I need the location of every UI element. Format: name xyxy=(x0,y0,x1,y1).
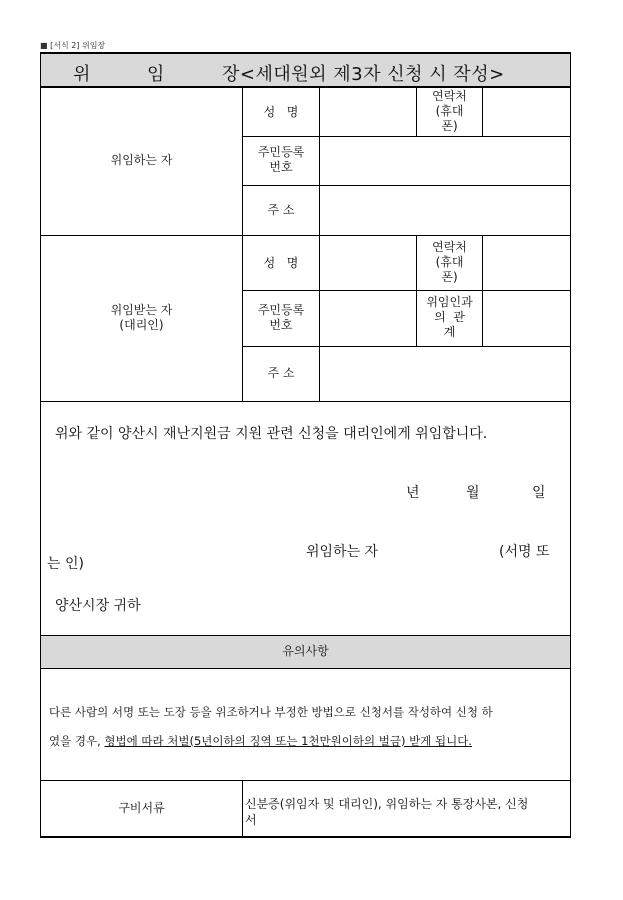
delegation-statement: 위와 같이 양산시 재난지원금 지원 관련 신청을 대리인에게 위임합니다. xyxy=(55,426,488,442)
delegator-name-label: 성 명 xyxy=(263,105,299,119)
column-divider xyxy=(242,780,243,837)
section-divider xyxy=(40,635,571,636)
form-tag: ■ [서식 2] 위임장 xyxy=(40,41,106,50)
notice-line-1: 다른 사람의 서명 또는 도장 등을 위조하거나 부정한 방법으로 신청서를 작성하여 신청 하 xyxy=(49,705,493,719)
documents-label: 구비서류 xyxy=(118,801,165,815)
delegate-relation-field[interactable] xyxy=(483,291,570,346)
delegate-address-field[interactable] xyxy=(320,347,570,401)
delegator-address-field[interactable] xyxy=(320,186,570,235)
notice-line-2-underlined: 형법에 따라 처벌(5년이하의 징역 또는 1천만원이하의 벌금) 받게 됩니다. xyxy=(104,734,472,748)
delegate-section-label-line: 위임받는 자 xyxy=(110,303,173,317)
date-month-label: 월 xyxy=(466,485,480,501)
date-day-label: 일 xyxy=(532,485,546,501)
section-divider xyxy=(40,780,571,781)
delegator-contact-label-line: (휴대 xyxy=(435,104,464,118)
delegate-address-label: 주 소 xyxy=(267,366,295,380)
delegator-name-field[interactable] xyxy=(320,88,416,136)
delegate-relation-label-line: 계 xyxy=(443,325,456,339)
delegator-contact-field[interactable] xyxy=(483,88,570,136)
delegate-relation-label xyxy=(417,295,482,340)
documents-value-line-2: 서 xyxy=(245,813,257,827)
delegator-contact-label-line: 연락처 xyxy=(432,89,467,103)
bottom-border xyxy=(40,836,571,838)
recipient-label: 양산시장 귀하 xyxy=(55,598,141,614)
delegate-contact-label-line: (휴대 xyxy=(435,255,464,269)
delegator-section-label: 위임하는 자 xyxy=(110,153,173,167)
sign-hint-continued: 는 인) xyxy=(47,556,84,572)
delegate-contact-label-line: 폰) xyxy=(441,270,458,284)
delegate-rrn-field[interactable] xyxy=(320,291,416,346)
delegator-rrn-label xyxy=(243,145,319,175)
delegate-rrn-label-line: 번호 xyxy=(269,318,293,332)
delegator-rrn-field[interactable] xyxy=(320,137,570,185)
delegator-address-label: 주 소 xyxy=(267,203,295,217)
delegate-rrn-label-line: 주민등록 xyxy=(257,303,305,317)
delegate-section-label-line: (대리인) xyxy=(119,318,164,332)
left-border xyxy=(40,52,41,837)
notice-line-2-plain: 였을 경우, xyxy=(49,734,105,748)
column-divider xyxy=(242,87,243,401)
documents-value-line-1: 신분증(위임자 및 대리인), 위임하는 자 통장사본, 신청 xyxy=(245,797,529,811)
delegate-relation-label-line: 위임인과 xyxy=(426,295,473,309)
signer-label: 위임하는 자 xyxy=(306,544,379,560)
page-title-part-2: 임 xyxy=(147,64,165,85)
top-border xyxy=(40,52,571,54)
delegator-rrn-label-line: 주민등록 xyxy=(257,145,305,159)
delegator-contact-label xyxy=(417,89,482,134)
section-divider xyxy=(40,668,571,669)
section-divider xyxy=(40,401,571,402)
delegate-relation-label-line: 의 관 xyxy=(434,310,465,324)
delegate-section-label xyxy=(41,303,242,333)
delegate-rrn-label xyxy=(243,303,319,333)
delegator-rrn-label-line: 번호 xyxy=(269,160,293,174)
delegate-contact-label-line: 연락처 xyxy=(432,240,467,254)
delegate-name-label: 성 명 xyxy=(263,256,299,270)
delegate-name-field[interactable] xyxy=(320,236,416,290)
right-border xyxy=(570,52,571,837)
page-title-part-1: 위 xyxy=(73,64,91,85)
delegate-contact-label xyxy=(417,240,482,285)
notice-heading: 유의사항 xyxy=(282,644,329,658)
notice-line-2 xyxy=(49,733,472,749)
date-year-label: 년 xyxy=(406,485,420,501)
delegator-contact-label-line: 폰) xyxy=(441,119,458,133)
sign-hint: (서명 또 xyxy=(499,544,550,560)
delegate-contact-field[interactable] xyxy=(483,236,570,290)
page-title-part-3: 장<세대원외 제3자 신청 시 작성> xyxy=(222,64,505,85)
